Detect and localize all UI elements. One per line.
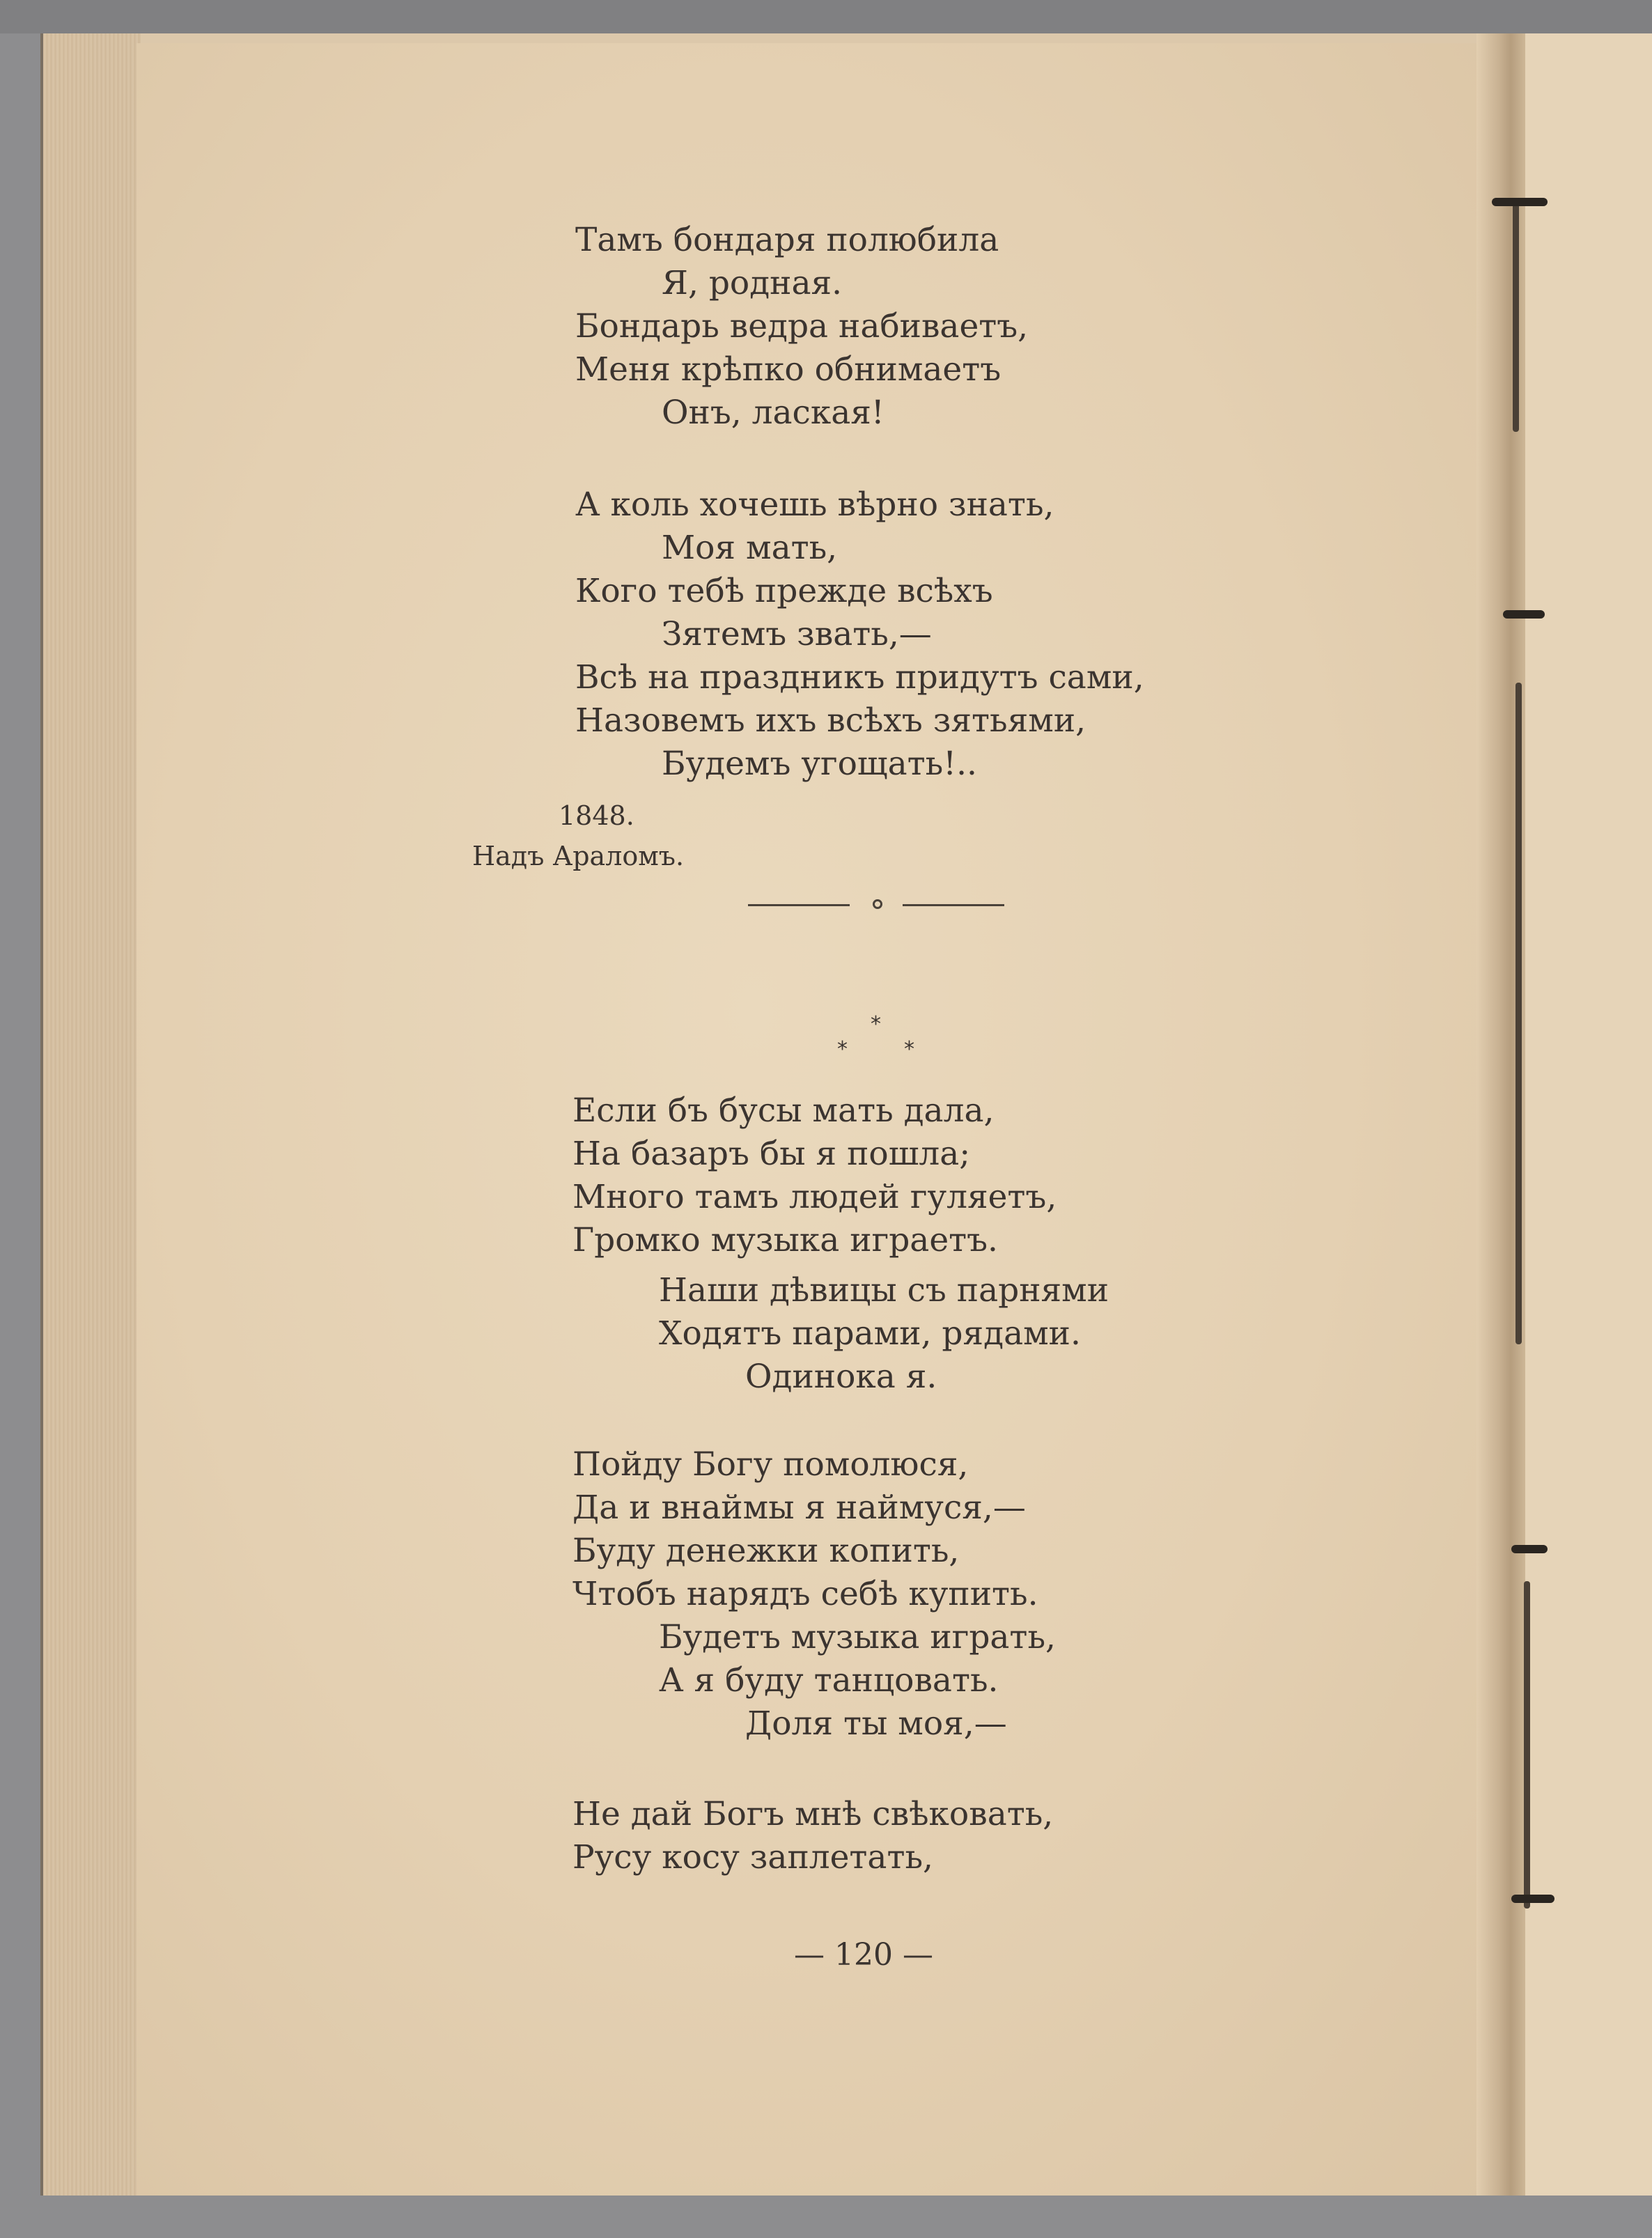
binding-stitch	[1511, 1895, 1554, 1903]
right-page-edge	[1525, 33, 1652, 2196]
poem-line: Моя мать,	[662, 529, 838, 567]
poem-line: А коль хочешь вѣрно знать,	[575, 485, 1054, 524]
asterism-star: *	[904, 1037, 914, 1062]
poem-line: Меня крѣпко обнимаетъ	[575, 350, 1002, 389]
divider-circle	[873, 899, 882, 909]
poem-line: Будетъ музыка играть,	[659, 1618, 1056, 1656]
poem-line: Всѣ на праздникъ придутъ сами,	[575, 658, 1144, 697]
poem-line: Много тамъ людей гуляетъ,	[572, 1178, 1057, 1216]
page-number: — 120 —	[794, 1937, 933, 1973]
poem-line: Наши дѣвицы съ парнями	[659, 1271, 1109, 1310]
binding-thread	[1515, 683, 1522, 1344]
poem-line: Пойду Богу помолюся,	[572, 1445, 969, 1484]
binding-thread	[1524, 1581, 1530, 1909]
poem-line: Ходятъ парами, рядами.	[659, 1314, 1081, 1353]
poem-line: А я буду танцовать.	[659, 1661, 999, 1700]
poem-line: Будемъ угощать!..	[662, 745, 977, 783]
poem-line: Одинока я.	[745, 1358, 937, 1396]
page-edges	[40, 33, 141, 2196]
asterism-star: *	[871, 1012, 881, 1036]
scan-bottom-border	[0, 2196, 1652, 2238]
binding-stitch	[1503, 610, 1545, 619]
poem-line: Назовемъ ихъ всѣхъ зятьями,	[575, 701, 1086, 740]
poem-line: Буду денежки копить,	[572, 1532, 960, 1570]
poem-place: Надъ Араломъ.	[472, 841, 685, 871]
binding-thread	[1513, 202, 1519, 432]
divider-line	[748, 904, 850, 906]
poem-line: Онъ, лаская!	[662, 394, 885, 432]
poem-line: Если бъ бусы мать дала,	[572, 1091, 995, 1130]
poem-line: На базаръ бы я пошла;	[572, 1135, 971, 1173]
asterism-star: *	[837, 1037, 848, 1062]
poem-line: Кого тебѣ прежде всѣхъ	[575, 572, 993, 610]
poem-line: Зятемъ звать,—	[662, 615, 932, 653]
poem-line: Не дай Богъ мнѣ свѣковать,	[572, 1795, 1054, 1833]
binding-stitch	[1492, 198, 1548, 206]
poem-line: Бондарь ведра набиваетъ,	[575, 307, 1029, 345]
scan-top-border	[0, 0, 1652, 33]
binding-stitch	[1511, 1545, 1548, 1553]
poem-line: Доля ты моя,—	[745, 1704, 1007, 1743]
divider-line	[903, 904, 1004, 906]
poem-line: Да и внаймы я наймуся,—	[572, 1489, 1026, 1527]
poem-date: 1848.	[559, 800, 634, 831]
poem-line: Я, родная.	[662, 264, 843, 302]
poem-line: Тамъ бондаря полюбила	[575, 221, 999, 259]
poem-line: Чтобъ нарядъ себѣ купить.	[572, 1575, 1038, 1613]
poem-line: Громко музыка играетъ.	[572, 1221, 998, 1259]
poem-line: Русу косу заплетать,	[572, 1838, 933, 1876]
